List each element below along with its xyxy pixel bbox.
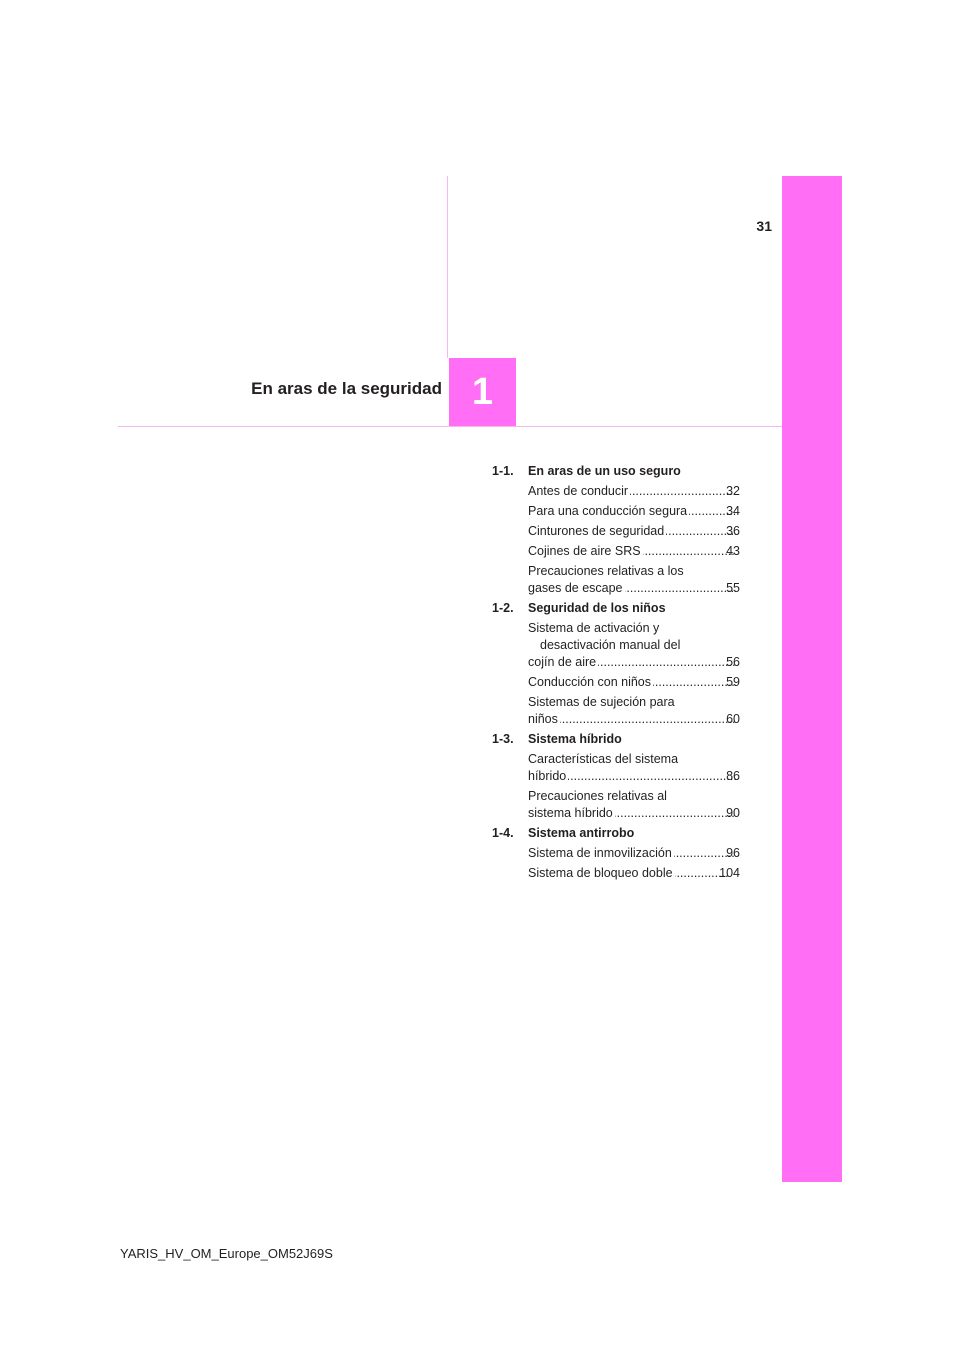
toc-entry-title: Conducción con niños [528,675,651,689]
vertical-rule [447,176,448,358]
toc-page-number: 36 [726,524,740,538]
toc-leader-dots [630,483,736,500]
toc-leader-dots [598,654,736,671]
toc-entry[interactable] [528,674,740,691]
toc-page-number: 56 [726,655,740,669]
toc-section-number: 1-4. [492,826,514,840]
toc-section-number: 1-1. [492,464,514,478]
toc-entry[interactable] [528,543,740,560]
toc-entry-title: Cinturones de seguridad [528,524,665,538]
toc-page-number: 104 [719,866,740,880]
toc-section-title: En aras de un uso seguro [528,464,681,478]
toc-entry-title-start: Sistemas de sujeción para [528,695,675,709]
chapter-number-box [449,358,516,426]
toc-entry[interactable] [528,483,740,500]
toc-entry-title-start: Precauciones relativas a los [528,564,684,578]
toc-entry-title-start: Precauciones relativas al [528,789,667,803]
toc-page-number: 59 [726,675,740,689]
toc-entry-title-start: Sistema de activación y desactivación manual del [528,621,681,652]
toc-page-number: 90 [726,806,740,820]
toc-section-title: Sistema antirrobo [528,826,635,840]
toc-entry-title: Cojines de aire SRS [528,544,641,558]
toc-entry[interactable] [528,620,740,671]
toc-entry-title: Para una conducción segura [528,504,688,518]
toc-section-heading[interactable] [492,600,740,617]
toc-entry[interactable] [528,503,740,520]
toc-page-number: 60 [726,712,740,726]
toc-entry[interactable] [528,788,740,822]
toc-section-number: 1-3. [492,732,514,746]
toc-leader-dots [560,711,736,728]
chapter-title: En aras de la seguridad [251,379,442,398]
toc-leader-dots [653,674,736,691]
toc-leader-dots [615,805,736,822]
toc-leader-dots [568,768,736,785]
toc-entry-title: sistema híbrido [528,806,613,820]
toc-section-heading[interactable] [492,825,740,842]
toc-section-heading[interactable] [492,463,740,480]
toc-entry-title: niños [528,712,558,726]
chapter-number: 1 [471,370,494,413]
toc-entry[interactable] [528,694,740,728]
toc-page-number: 86 [726,769,740,783]
toc-section-heading[interactable] [492,731,740,748]
horizontal-rule [118,426,782,427]
toc-entry[interactable] [528,865,740,882]
toc-entry[interactable] [528,751,740,785]
toc-entry[interactable] [528,563,740,597]
toc-section [492,600,740,728]
toc-page-number: 43 [726,544,740,558]
toc-section [492,463,740,597]
toc-entry-title: Antes de conducir [528,484,629,498]
toc-entry[interactable] [528,845,740,862]
footer-document-code: YARIS_HV_OM_Europe_OM52J69S [120,1246,333,1261]
toc-section-number: 1-2. [492,601,514,615]
toc-leader-dots [625,580,737,597]
chapter-side-tab [782,176,842,1182]
table-of-contents [492,460,740,882]
toc-leader-dots [643,543,737,560]
toc-entry-title: gases de escape [528,581,623,595]
toc-section [492,731,740,822]
toc-entry-title: Sistema de bloqueo doble [528,866,673,880]
page-number: 31 [756,218,772,234]
toc-section-title: Seguridad de los niños [528,601,666,615]
toc-section-title: Sistema híbrido [528,732,622,746]
toc-entry-title: híbrido [528,769,567,783]
toc-entry-title-start: Características del sistema [528,752,679,766]
toc-entry[interactable] [528,523,740,540]
toc-entry-title: cojín de aire [528,655,597,669]
toc-page-number: 96 [726,846,740,860]
toc-page-number: 34 [726,504,740,518]
toc-page-number: 55 [726,581,740,595]
toc-section [492,825,740,882]
toc-entry-title: Sistema de inmovilización [528,846,672,860]
toc-page-number: 32 [726,484,740,498]
